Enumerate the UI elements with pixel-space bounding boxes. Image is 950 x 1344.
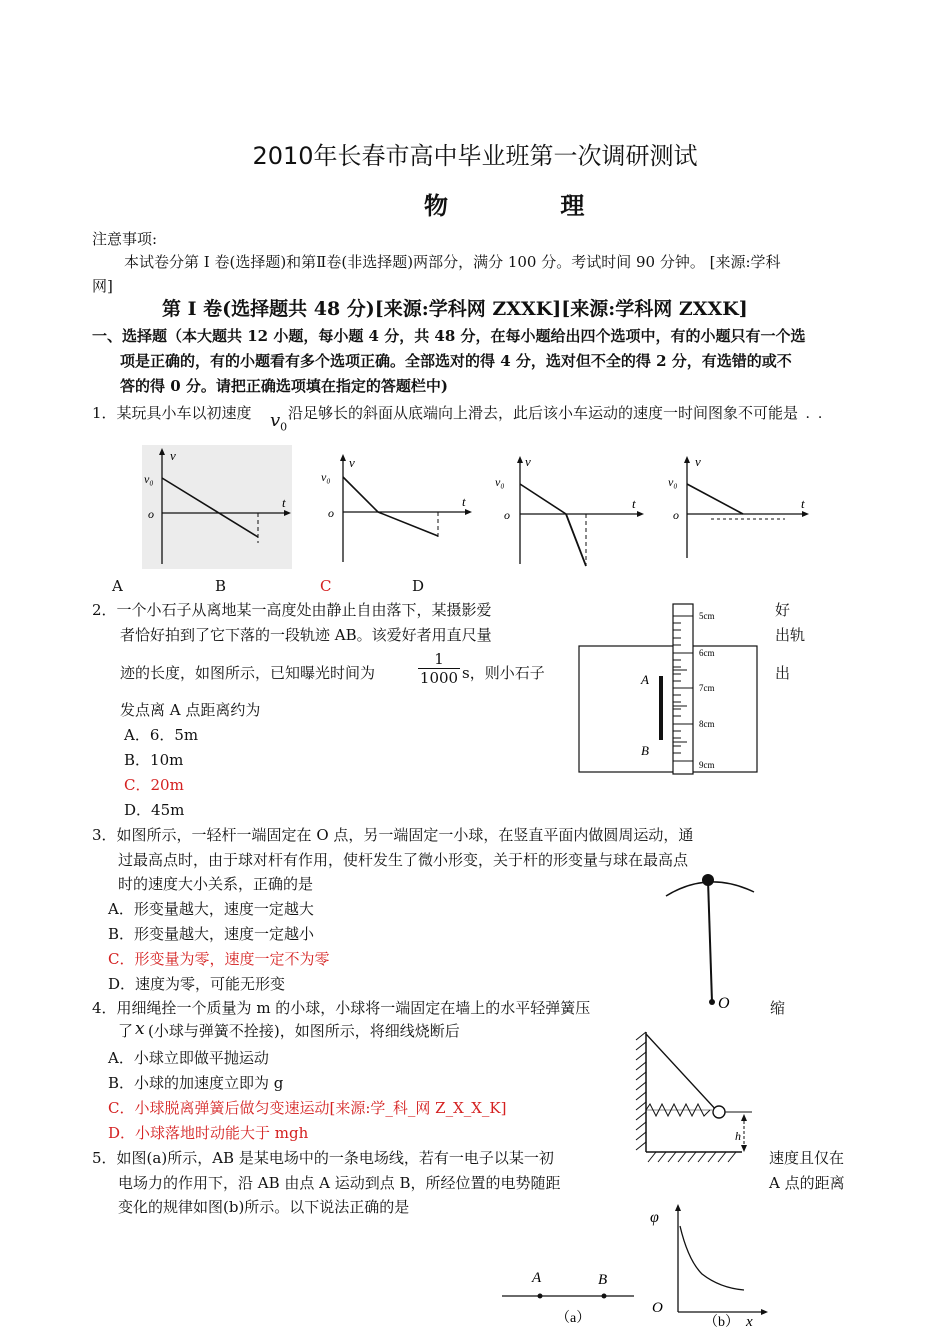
q1-graph-c <box>490 452 650 570</box>
section-instructions-2: 项是正确的，有的小题看有多个选项正确。全部选对的得 4 分，选对但不全的得 2 分，有选错的或不 <box>120 352 792 370</box>
axis-label-v0: v₀ <box>668 475 678 489</box>
axis-label-t: t <box>801 496 805 511</box>
q2-line3b: s，则小石子 <box>462 664 545 682</box>
axis-label-t: t <box>462 494 466 509</box>
section-instructions-3: 答的得 0 分。请把正确选项填在指定的答题栏中) <box>120 377 448 395</box>
q4-line2b: (小球与弹簧不拴接)，如图所示，将细线烧断后 <box>148 1022 460 1040</box>
q3-option-d: D．速度为零，可能无形变 <box>108 975 286 993</box>
page-title: 2010年长春市高中毕业班第一次调研测试 <box>252 142 698 170</box>
origin-label: O <box>652 1300 663 1316</box>
q4-x-symbol: x <box>135 1019 145 1039</box>
ruler-mark-9cm: 9cm <box>699 760 715 770</box>
q2-option-b: B．10m <box>124 751 184 769</box>
q2-line3a: 迹的长度，如图所示，已知曝光时间为 <box>120 664 376 682</box>
x-axis-label: x <box>746 1314 753 1330</box>
q1-graph-d <box>665 452 815 564</box>
section-heading: 第 I 卷(选择题共 48 分)[来源:学科网 ZXXK][来源:学科网 ZXXK] <box>162 298 748 320</box>
ruler-mark-8cm: 8cm <box>699 719 715 729</box>
q4-option-d: D．小球落地时动能大于 mgh <box>108 1124 309 1142</box>
q5-line1-tail: 速度且仅在 <box>769 1149 845 1167</box>
axis-label-v: v <box>349 455 355 470</box>
q5-field-line-figure <box>500 1262 640 1338</box>
q3-rod-figure <box>662 866 762 1016</box>
q2-line3-tail: 出 <box>775 664 791 682</box>
q3-line3: 时的速度大小关系，正确的是 <box>118 875 314 893</box>
q1-v0: $v_0$ <box>270 410 288 434</box>
notes-line2: 网] <box>92 277 113 295</box>
notes-line1: 本试卷分第 I 卷(选择题)和第Ⅱ卷(非选择题)两部分，满分 100 分。考试时间 90 分钟。 [来源:学科 <box>124 253 781 271</box>
axis-label-v0: v₀ <box>144 472 154 486</box>
q3-line2: 过最高点时，由于球对杆有作用，使杆发生了微小形变，关于杆的形变量与球在最高点 <box>118 851 689 869</box>
point-a-label: A <box>532 1270 542 1286</box>
point-o-label: O <box>718 995 730 1012</box>
q1-stem-pre: 1．某玩具小车以初速度 <box>92 404 252 422</box>
q1-graph-a <box>142 445 292 569</box>
q4-line1-tail: 缩 <box>770 999 786 1017</box>
ruler-mark-5cm: 5cm <box>699 611 715 621</box>
figure-b-caption: （b） <box>704 1315 739 1330</box>
axis-label-o: o <box>148 507 154 521</box>
point-b-label: B <box>641 743 649 758</box>
ruler-mark-6cm: 6cm <box>699 648 715 658</box>
axis-label-t: t <box>282 495 286 510</box>
q4-option-a: A．小球立即做平抛运动 <box>108 1049 269 1067</box>
axis-label-v0: v₀ <box>495 475 505 489</box>
axis-label-o: o <box>504 508 510 522</box>
q5-line1: 5．如图(a)所示，AB 是某电场中的一条电场线，若有一电子以某一初 <box>92 1149 554 1167</box>
fraction-numerator: 1 <box>434 650 444 668</box>
q3-line1: 3．如图所示，一轻杆一端固定在 O 点，另一端固定一小球，在竖直平面内做圆周运动，通 <box>92 826 694 844</box>
q1-stem-post: 沿足够长的斜面从底端向上滑去，此后该小车运动的速度一时间图象不可能是 <box>288 404 799 422</box>
phi-label: φ <box>650 1209 659 1226</box>
q5-line3: 变化的规律如图(b)所示。以下说法正确的是 <box>118 1198 410 1216</box>
q4-option-b: B．小球的加速度立即为 g <box>108 1074 284 1092</box>
q1-graph-b <box>316 450 476 568</box>
q2-ruler-figure <box>577 600 761 776</box>
q5-line2: 电场力的作用下，沿 AB 由点 A 运动到点 B，所经位置的电势随距 <box>118 1174 561 1192</box>
fraction-denominator: 1000 <box>419 669 459 687</box>
q4-option-c: C．小球脱离弹簧后做匀变速运动[来源:学_科_网 Z_X_X_K] <box>108 1099 507 1117</box>
ruler-mark-7cm: 7cm <box>699 683 715 693</box>
height-label: h <box>735 1129 741 1143</box>
axis-label-t: t <box>632 496 636 511</box>
q3-option-c: C．形变量为零，速度一定不为零 <box>108 950 330 968</box>
q1-option-b: B <box>215 577 227 595</box>
q2-line2-tail: 出轨 <box>775 626 806 644</box>
q1-option-a: A <box>112 577 123 595</box>
axis-label-v: v <box>525 454 531 469</box>
axis-label-v0: v₀ <box>321 470 331 484</box>
notes-label: 注意事项: <box>92 230 158 248</box>
q2-option-a: A．6．5m <box>124 726 199 744</box>
q2-line4: 发点离 A 点距离约为 <box>120 701 261 719</box>
point-a-label: A <box>641 672 649 687</box>
q2-option-c: C．20m <box>124 776 184 794</box>
q5-potential-graph <box>640 1200 770 1340</box>
q2-line1: 2．一个小石子从离地某一高度处由静止自由落下，某摄影爱 <box>92 601 492 619</box>
q2-option-d: D．45m <box>124 801 185 819</box>
exposure-fraction <box>418 650 460 687</box>
axis-label-v: v <box>170 448 176 463</box>
q1-option-d: D <box>412 577 425 595</box>
section-instructions-1: 一、选择题（本大题共 12 小题，每小题 4 分，共 48 分，在每小题给出四个选项中，有的小题只有一个选 <box>92 327 806 345</box>
figure-a-caption: （a） <box>556 1311 591 1326</box>
q4-line1: 4．用细绳拴一个质量为 m 的小球，小球将一端固定在墙上的水平轻弹簧压 <box>92 999 591 1017</box>
q3-option-b: B．形变量越大，速度一定越小 <box>108 925 315 943</box>
point-b-label: B <box>598 1272 608 1288</box>
q2-line1-tail: 好 <box>775 601 791 619</box>
subject-title: 物 理 <box>424 192 637 220</box>
q4-spring-figure <box>632 1026 768 1168</box>
emphasis-dots: ··· <box>793 410 831 426</box>
q3-option-a: A．形变量越大，速度一定越大 <box>108 900 314 918</box>
q2-line2: 者恰好拍到了它下落的一段轨迹 AB。该爱好者用直尺量 <box>120 626 492 644</box>
q1-option-c: C <box>320 577 332 595</box>
axis-label-o: o <box>673 508 679 522</box>
q5-line2-tail: A 点的距离 <box>769 1174 845 1192</box>
axis-label-o: o <box>328 506 334 520</box>
q4-line2a: 了 <box>118 1022 134 1040</box>
axis-label-v: v <box>695 454 701 469</box>
